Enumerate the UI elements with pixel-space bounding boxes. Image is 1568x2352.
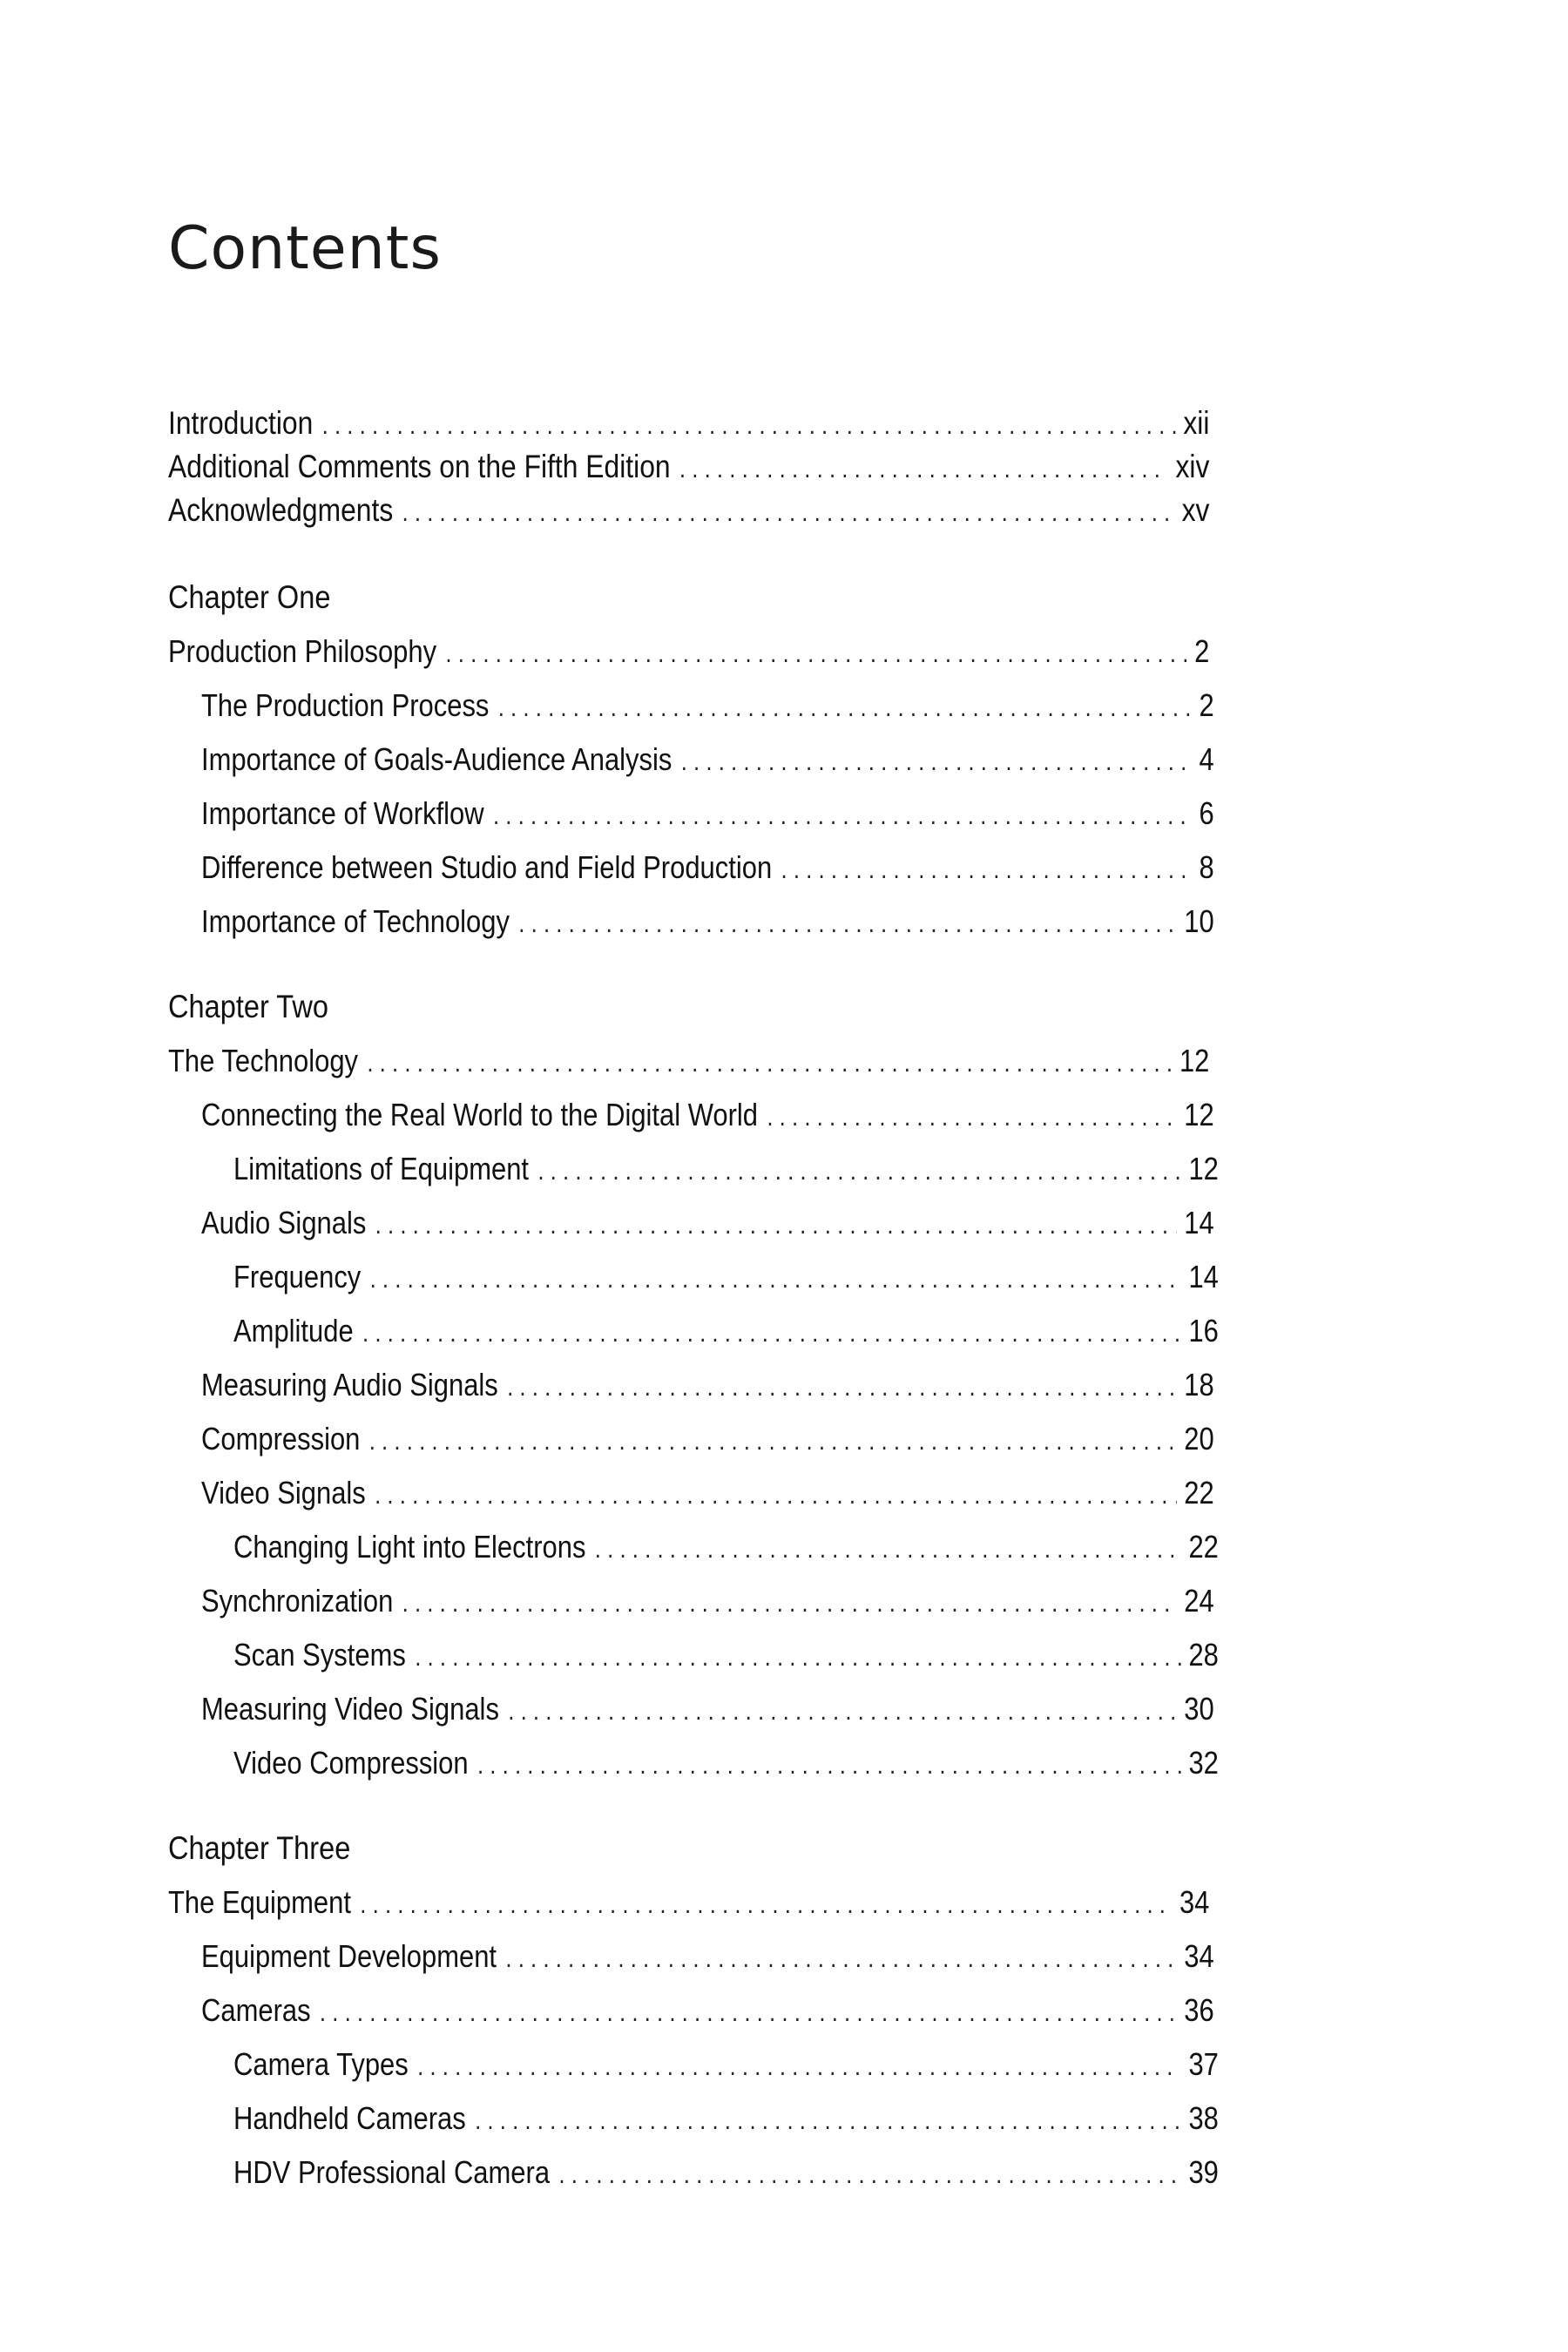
toc-entry[interactable] <box>201 794 1214 835</box>
toc-entry[interactable] <box>201 1204 1214 1245</box>
dot-leader <box>402 1585 1177 1623</box>
toc-entry[interactable] <box>168 632 1209 673</box>
toc-entry[interactable] <box>201 1366 1214 1407</box>
toc-entry-page: 14 <box>1188 1259 1219 1294</box>
toc-entry-page: 38 <box>1188 2100 1219 2136</box>
dot-leader <box>537 1152 1181 1191</box>
toc-entry-label: Measuring Audio Signals <box>201 1367 498 1402</box>
toc-entry-page: 2 <box>1199 687 1214 723</box>
toc-entry[interactable] <box>201 1474 1214 1515</box>
toc-entry-page: 4 <box>1199 741 1214 777</box>
toc-entry[interactable] <box>233 1312 1219 1353</box>
toc-entry-page: 32 <box>1188 1745 1219 1781</box>
toc-entry-label: Compression <box>201 1421 361 1456</box>
toc-entry-page: 10 <box>1184 903 1214 939</box>
chapter-heading: Chapter Three <box>168 1830 351 1866</box>
dot-leader <box>362 1315 1181 1353</box>
toc-entry-page: 8 <box>1199 849 1214 885</box>
dot-leader <box>493 797 1192 835</box>
dot-leader <box>369 1423 1177 1461</box>
toc-entry[interactable] <box>201 1991 1214 2032</box>
toc-entry-label: Scan Systems <box>233 1637 406 1673</box>
toc-entry[interactable] <box>201 1937 1214 1978</box>
toc-entry[interactable] <box>201 1690 1214 1731</box>
toc-entry-page: xv <box>1181 492 1210 528</box>
toc-entry[interactable] <box>233 2045 1219 2086</box>
page-title: Contents <box>168 214 442 283</box>
dot-leader <box>322 407 1176 445</box>
toc-entry-page: xii <box>1183 405 1210 441</box>
dot-leader <box>518 905 1176 943</box>
dot-leader <box>477 1747 1181 1785</box>
toc-entry[interactable] <box>233 2099 1219 2140</box>
toc-entry-page: xiv <box>1175 449 1210 484</box>
dot-leader <box>415 1639 1181 1677</box>
toc-entry-page: 37 <box>1188 2046 1219 2082</box>
dot-leader <box>507 1369 1177 1407</box>
dot-leader <box>558 2156 1180 2194</box>
dot-leader <box>417 2048 1181 2086</box>
toc-entry-page: 30 <box>1184 1691 1214 1727</box>
dot-leader <box>508 1693 1176 1731</box>
toc-entry-label: Additional Comments on the Fifth Edition <box>168 449 671 484</box>
toc-entry-page: 22 <box>1188 1529 1219 1565</box>
toc-entry-page: 14 <box>1184 1205 1214 1240</box>
toc-entry-page: 34 <box>1179 1884 1210 1920</box>
toc-entry-label: HDV Professional Camera <box>233 2154 551 2190</box>
toc-entry-page: 22 <box>1184 1475 1214 1511</box>
dot-leader <box>505 1940 1176 1978</box>
toc-entry-page: 18 <box>1184 1367 1214 1402</box>
toc-entry-label: Video Compression <box>233 1745 469 1781</box>
toc-entry-label: Changing Light into Electrons <box>233 1529 586 1565</box>
toc-entry-label: Equipment Development <box>201 1938 497 1974</box>
toc-entry-label: The Technology <box>168 1043 359 1078</box>
toc-entry[interactable] <box>201 740 1214 781</box>
dot-leader <box>767 1098 1176 1137</box>
toc-entry-page: 20 <box>1184 1421 1214 1456</box>
toc-entry-page: 6 <box>1199 795 1214 831</box>
toc-entry[interactable] <box>233 1744 1219 1785</box>
toc-entry-label: Handheld Cameras <box>233 2100 466 2136</box>
dot-leader <box>475 2102 1181 2140</box>
toc-entry-page: 12 <box>1179 1043 1210 1078</box>
toc-entry-label: Amplitude <box>233 1313 354 1348</box>
toc-entry[interactable] <box>201 1420 1214 1461</box>
toc-entry-label: Video Signals <box>201 1475 366 1511</box>
dot-leader <box>367 1044 1172 1083</box>
toc-entry-label: Audio Signals <box>201 1205 367 1240</box>
toc-entry[interactable] <box>201 848 1214 889</box>
toc-entry-page: 12 <box>1188 1151 1219 1186</box>
toc-entry-label: Measuring Video Signals <box>201 1691 499 1727</box>
toc-entry-label: Importance of Workflow <box>201 795 484 831</box>
toc-entry-page: 12 <box>1184 1097 1214 1132</box>
toc-entry-label: Importance of Technology <box>201 903 510 939</box>
chapter-heading: Chapter One <box>168 579 331 615</box>
dot-leader <box>360 1886 1172 1924</box>
toc-entry[interactable] <box>201 902 1214 943</box>
toc-entry-label: Synchronization <box>201 1583 394 1619</box>
dot-leader <box>781 851 1191 889</box>
toc-entry-page: 36 <box>1184 1992 1214 2028</box>
toc-entry-additional-comments[interactable] <box>168 448 1209 489</box>
chapter-heading: Chapter Two <box>168 989 329 1024</box>
toc-entry-label: Connecting the Real World to the Digital World <box>201 1097 759 1132</box>
dot-leader <box>595 1531 1181 1569</box>
toc-entry-label: Limitations of Equipment <box>233 1151 530 1186</box>
toc-entry[interactable] <box>233 1636 1219 1677</box>
toc-entry[interactable] <box>233 2153 1219 2194</box>
toc-entry-label: Acknowledgments <box>168 492 394 528</box>
toc-entry-page: 34 <box>1184 1938 1214 1974</box>
toc-entry[interactable] <box>168 1883 1209 1924</box>
toc-entry-page: 16 <box>1188 1313 1219 1348</box>
toc-entry-introduction[interactable] <box>168 404 1209 445</box>
toc-entry-label: The Production Process <box>201 687 490 723</box>
dot-leader <box>375 1206 1177 1245</box>
toc-entry[interactable] <box>233 1258 1219 1299</box>
toc-entry-label: Difference between Studio and Field Production <box>201 849 773 885</box>
toc-entry-label: Introduction <box>168 405 314 441</box>
toc-entry-acknowledgments[interactable] <box>168 491 1209 532</box>
toc-entry[interactable] <box>233 1528 1219 1569</box>
dot-leader <box>402 494 1174 532</box>
toc-entry[interactable] <box>233 1150 1219 1191</box>
toc-entry[interactable] <box>201 1096 1214 1137</box>
dot-leader <box>679 450 1168 489</box>
dot-leader <box>681 743 1192 781</box>
toc-entry-label: Importance of Goals-Audience Analysis <box>201 741 672 777</box>
dot-leader <box>375 1477 1177 1515</box>
toc-entry-label: Frequency <box>233 1259 362 1294</box>
toc-entry-label: Camera Types <box>233 2046 409 2082</box>
toc-entry-label: The Equipment <box>168 1884 351 1920</box>
toc-entry-page: 24 <box>1184 1583 1214 1619</box>
toc-entry[interactable] <box>201 686 1214 727</box>
toc-entry-label: Production Philosophy <box>168 633 437 669</box>
dot-leader <box>498 689 1192 727</box>
toc-entry-page: 39 <box>1188 2154 1219 2190</box>
toc-entry-label: Cameras <box>201 1992 311 2028</box>
toc-entry-page: 28 <box>1188 1637 1219 1673</box>
dot-leader <box>320 1994 1177 2032</box>
dot-leader <box>370 1260 1181 1299</box>
toc-entry[interactable] <box>168 1042 1209 1083</box>
toc-entry[interactable] <box>201 1582 1214 1623</box>
toc-entry-page: 2 <box>1194 633 1210 669</box>
dot-leader <box>445 635 1186 673</box>
